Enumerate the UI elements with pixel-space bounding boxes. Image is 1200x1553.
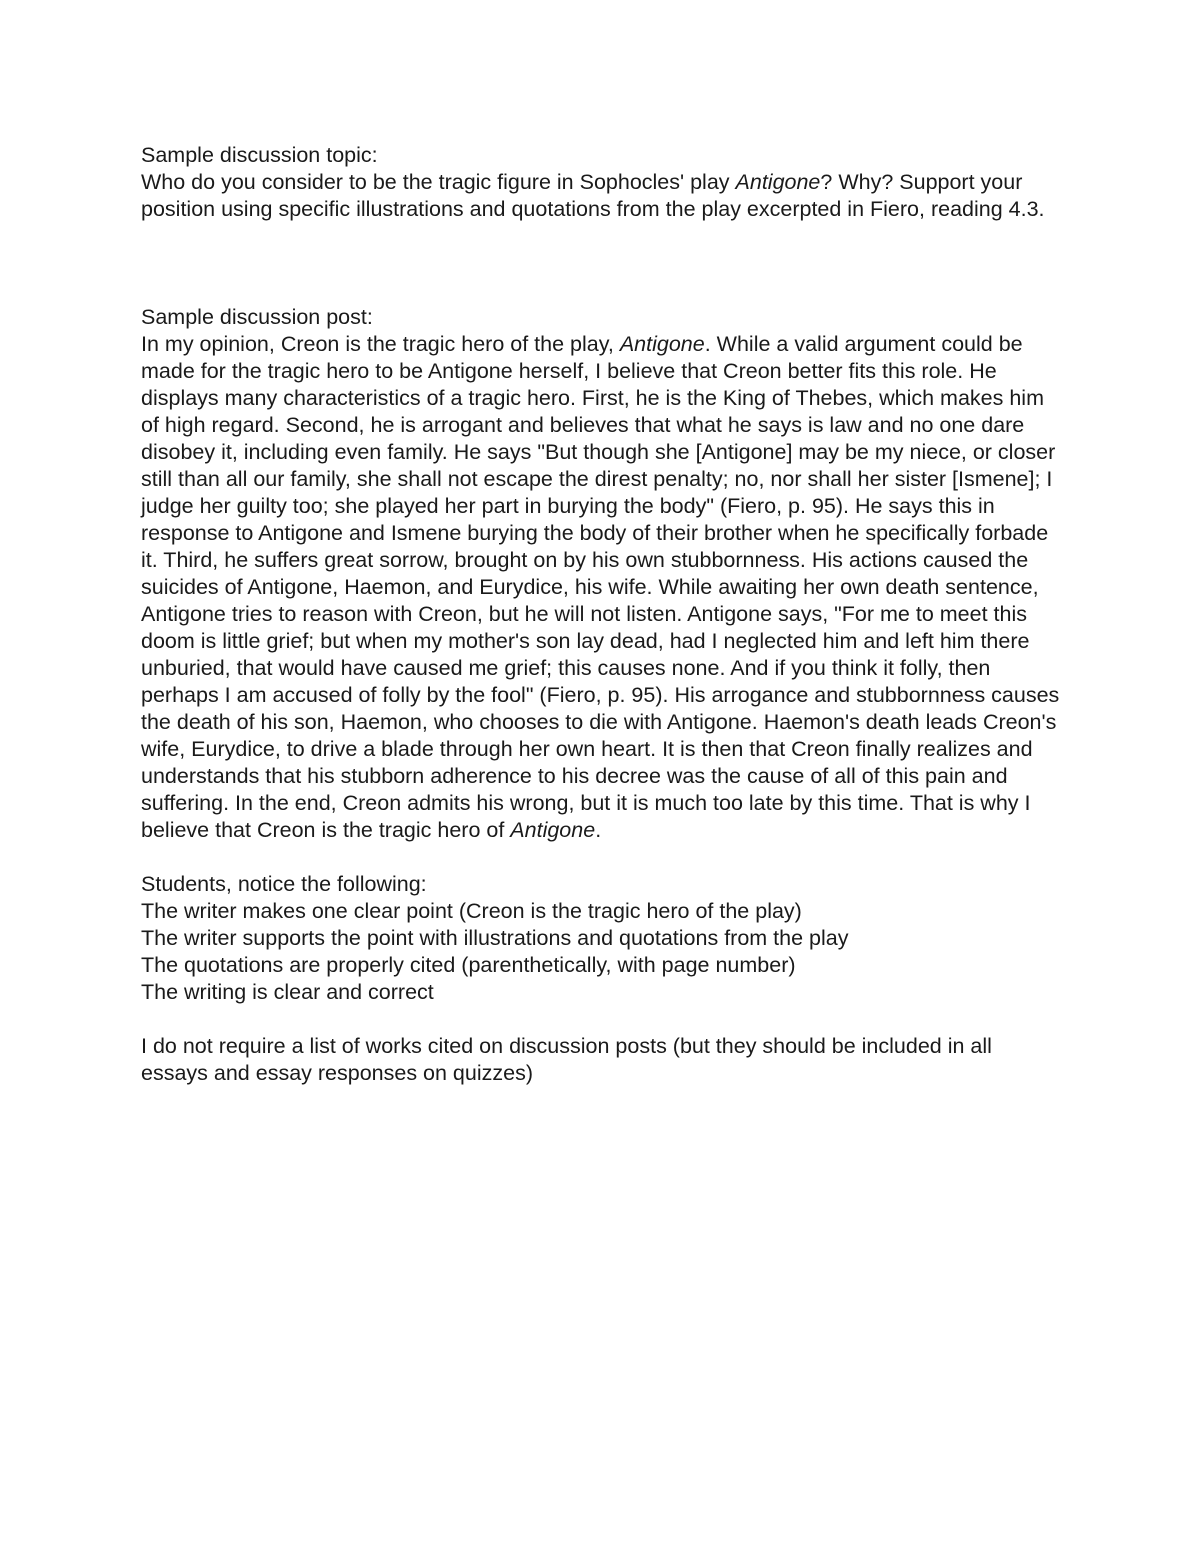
post-text-body: . While a valid argument could be made for the tragic hero to be Antigone herself, I believe that Creon better fits this role. He displays many characteristics of a tragic hero. First, he is the King of Thebes, which makes him of high regard. Second, he is arrogant and believes that what he says is law and no one dare disobey it, including even family. He says "But though she [Antigone] may be my niece, or closer still than all our family, she shall not escape the direst penalty; no, nor shall her sister [Ismene]; I judge her guilty too; she played her part in burying the body" (Fiero, p. 95). He says this in response to Antigone and Ismene burying the body of their brother when he specifically forbade it. Third, he suffers great sorrow, brought on by his own stubbornness. His actions caused the suicides of Antigone, Haemon, and Eurydice, his wife. While awaiting her own death sentence, Antigone tries to reason with Creon, but he will not listen. Antigone says, "For me to meet this doom is little grief; but when my mother's son lay dead, had I neglected him and left him there unburied, that would have caused me grief; this causes none. And if you think it folly, then perhaps I am accused of folly by the fool" (Fiero, p. 95). His arrogance and stubbornness causes the death of his son, Haemon, who chooses to die with Antigone. Haemon's death leads Creon's wife, Eurydice, to drive a blade through her own heart. It is then that Creon finally realizes and understands that his stubborn adherence to his decree was the cause of all of this pain and suffering. In the end, Creon admits his wrong, but it is much too late by this time. That is why I believe that Creon is the tragic hero of xyxy=(141,332,1060,842)
post-heading: Sample discussion post: xyxy=(141,305,373,329)
notice-item: The writer makes one clear point (Creon is the tragic hero of the play) xyxy=(141,899,802,923)
topic-text-start: Who do you consider to be the tragic figure in Sophocles' play xyxy=(141,170,736,194)
post-play-title: Antigone xyxy=(619,332,705,356)
topic-text-end: ? Why? Support your position using specific illustrations and quotations from the play excerpted in Fiero, reading 4.3. xyxy=(141,170,1045,221)
notice-heading: Students, notice the following: xyxy=(141,872,427,896)
document-page xyxy=(141,142,1061,1087)
notice-item: The writer supports the point with illustrations and quotations from the play xyxy=(141,926,849,950)
notice-item: The writing is clear and correct xyxy=(141,980,434,1004)
post-text-start: In my opinion, Creon is the tragic hero of the play, xyxy=(141,332,620,356)
topic-heading: Sample discussion topic: xyxy=(141,143,378,167)
post-text xyxy=(141,331,1061,844)
post-play-title-end: Antigone xyxy=(510,818,596,842)
works-cited-note: I do not require a list of works cited on discussion posts (but they should be included in all essays and essay responses on quizzes) xyxy=(141,1034,992,1085)
notice-item: The quotations are properly cited (parenthetically, with page number) xyxy=(141,953,796,977)
discussion-topic-section xyxy=(141,142,1061,223)
topic-play-title: Antigone xyxy=(735,170,821,194)
discussion-post-section xyxy=(141,304,1061,844)
post-text-end: . xyxy=(595,818,602,842)
topic-text xyxy=(141,169,1061,223)
works-cited-note-section xyxy=(141,1033,1061,1087)
notice-section xyxy=(141,871,1061,1006)
